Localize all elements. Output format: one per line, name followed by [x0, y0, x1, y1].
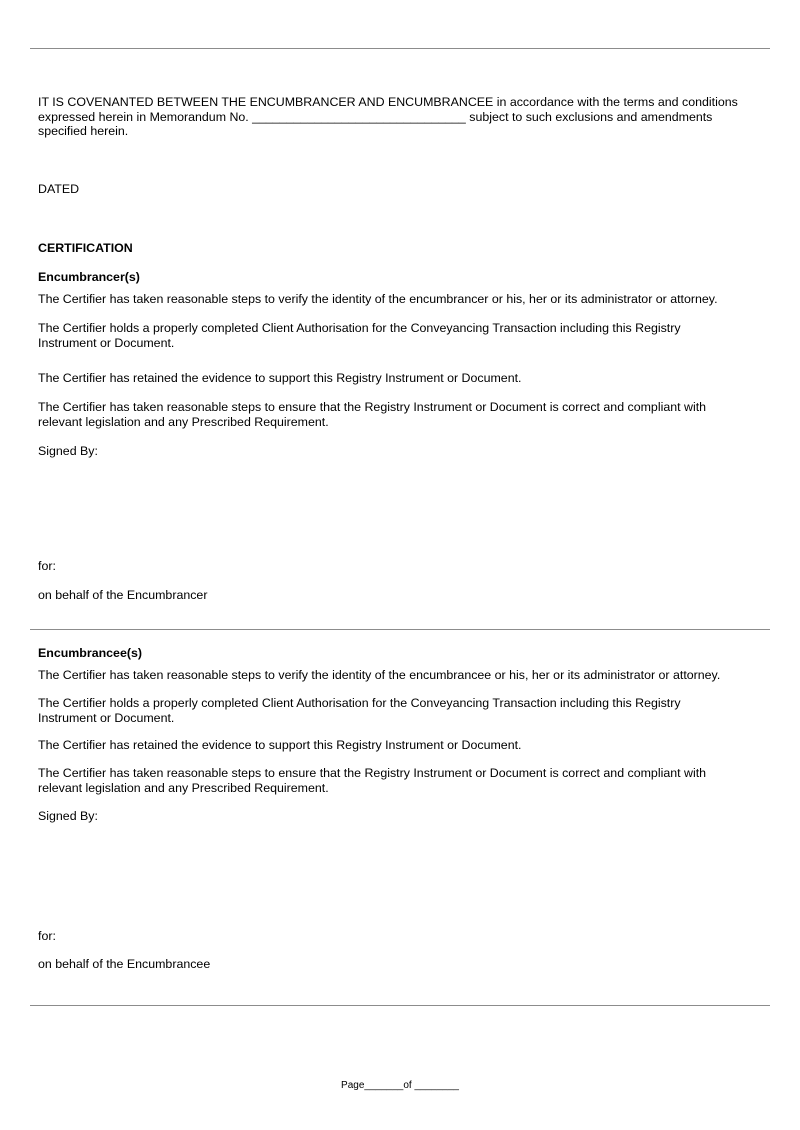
encumbrancer-compliance-line-1: The Certifier has taken reasonable steps to ensure that the Registry Instrument or Document is correct and compliant with [38, 400, 707, 414]
covenant-line-1: IT IS COVENANTED BETWEEN THE ENCUMBRANCER AND ENCUMBRANCEE in accordance with the terms and conditions [38, 95, 738, 109]
encumbrancee-compliance-line-2: relevant legislation and any Prescribed Requirement. [38, 780, 329, 795]
bottom-divider [30, 1005, 770, 1006]
encumbrancer-for-label: for: [38, 559, 56, 573]
encumbrancer-authorisation-line-1: The Certifier holds a properly completed Client Authorisation for the Conveyancing Transaction including this Registry [38, 321, 681, 335]
encumbrancer-signed-by-label: Signed By: [38, 444, 98, 458]
encumbrancee-authorisation-line-2: Instrument or Document. [38, 710, 175, 725]
encumbrancer-identity-statement: The Certifier has taken reasonable steps to verify the identity of the encumbrancer or his, her or its administrator or attorney. [38, 292, 718, 306]
dated-label: DATED [38, 182, 80, 196]
encumbrancer-authorisation-line-2: Instrument or Document. [38, 335, 175, 350]
encumbrancee-signed-by-label: Signed By: [38, 809, 98, 823]
covenant-line-3: specified herein. [38, 124, 129, 139]
encumbrancee-evidence-statement: The Certifier has retained the evidence to support this Registry Instrument or Document. [38, 738, 522, 752]
encumbrancer-heading: Encumbrancer(s) [38, 270, 140, 284]
encumbrancer-compliance-statement [38, 400, 773, 429]
encumbrancee-heading: Encumbrancee(s) [38, 646, 142, 660]
encumbrancer-evidence-statement: The Certifier has retained the evidence to support this Registry Instrument or Document. [38, 371, 522, 385]
section-divider [30, 629, 770, 630]
encumbrancee-behalf-label: on behalf of the Encumbrancee [38, 957, 211, 971]
of-label: of [403, 1080, 412, 1091]
encumbrancee-for-label: for: [38, 929, 56, 943]
encumbrancee-authorisation-line-1: The Certifier holds a properly completed Client Authorisation for the Conveyancing Transaction including this Registry [38, 696, 681, 710]
encumbrancer-behalf-label: on behalf of the Encumbrancer [38, 588, 208, 602]
page-total-blank: ________ [414, 1080, 459, 1091]
page-footer [0, 1080, 800, 1092]
covenant-paragraph [38, 95, 773, 139]
page-label: Page [341, 1080, 365, 1091]
certification-heading: CERTIFICATION [38, 241, 133, 255]
encumbrancer-compliance-line-2: relevant legislation and any Prescribed Requirement. [38, 414, 329, 429]
encumbrancee-compliance-line-1: The Certifier has taken reasonable steps to ensure that the Registry Instrument or Document is correct and compliant with [38, 766, 707, 780]
covenant-line-2: expressed herein in Memorandum No. _______________________________ subject to such exclusions and amendments [38, 109, 713, 124]
encumbrancee-authorisation-statement [38, 696, 773, 725]
encumbrancee-compliance-statement [38, 766, 773, 795]
page-number-blank: _______ [364, 1080, 404, 1091]
encumbrancer-authorisation-statement [38, 321, 773, 350]
encumbrancee-identity-statement: The Certifier has taken reasonable steps to verify the identity of the encumbrancee or his, her or its administrator or attorney. [38, 668, 721, 682]
top-divider [30, 48, 770, 49]
